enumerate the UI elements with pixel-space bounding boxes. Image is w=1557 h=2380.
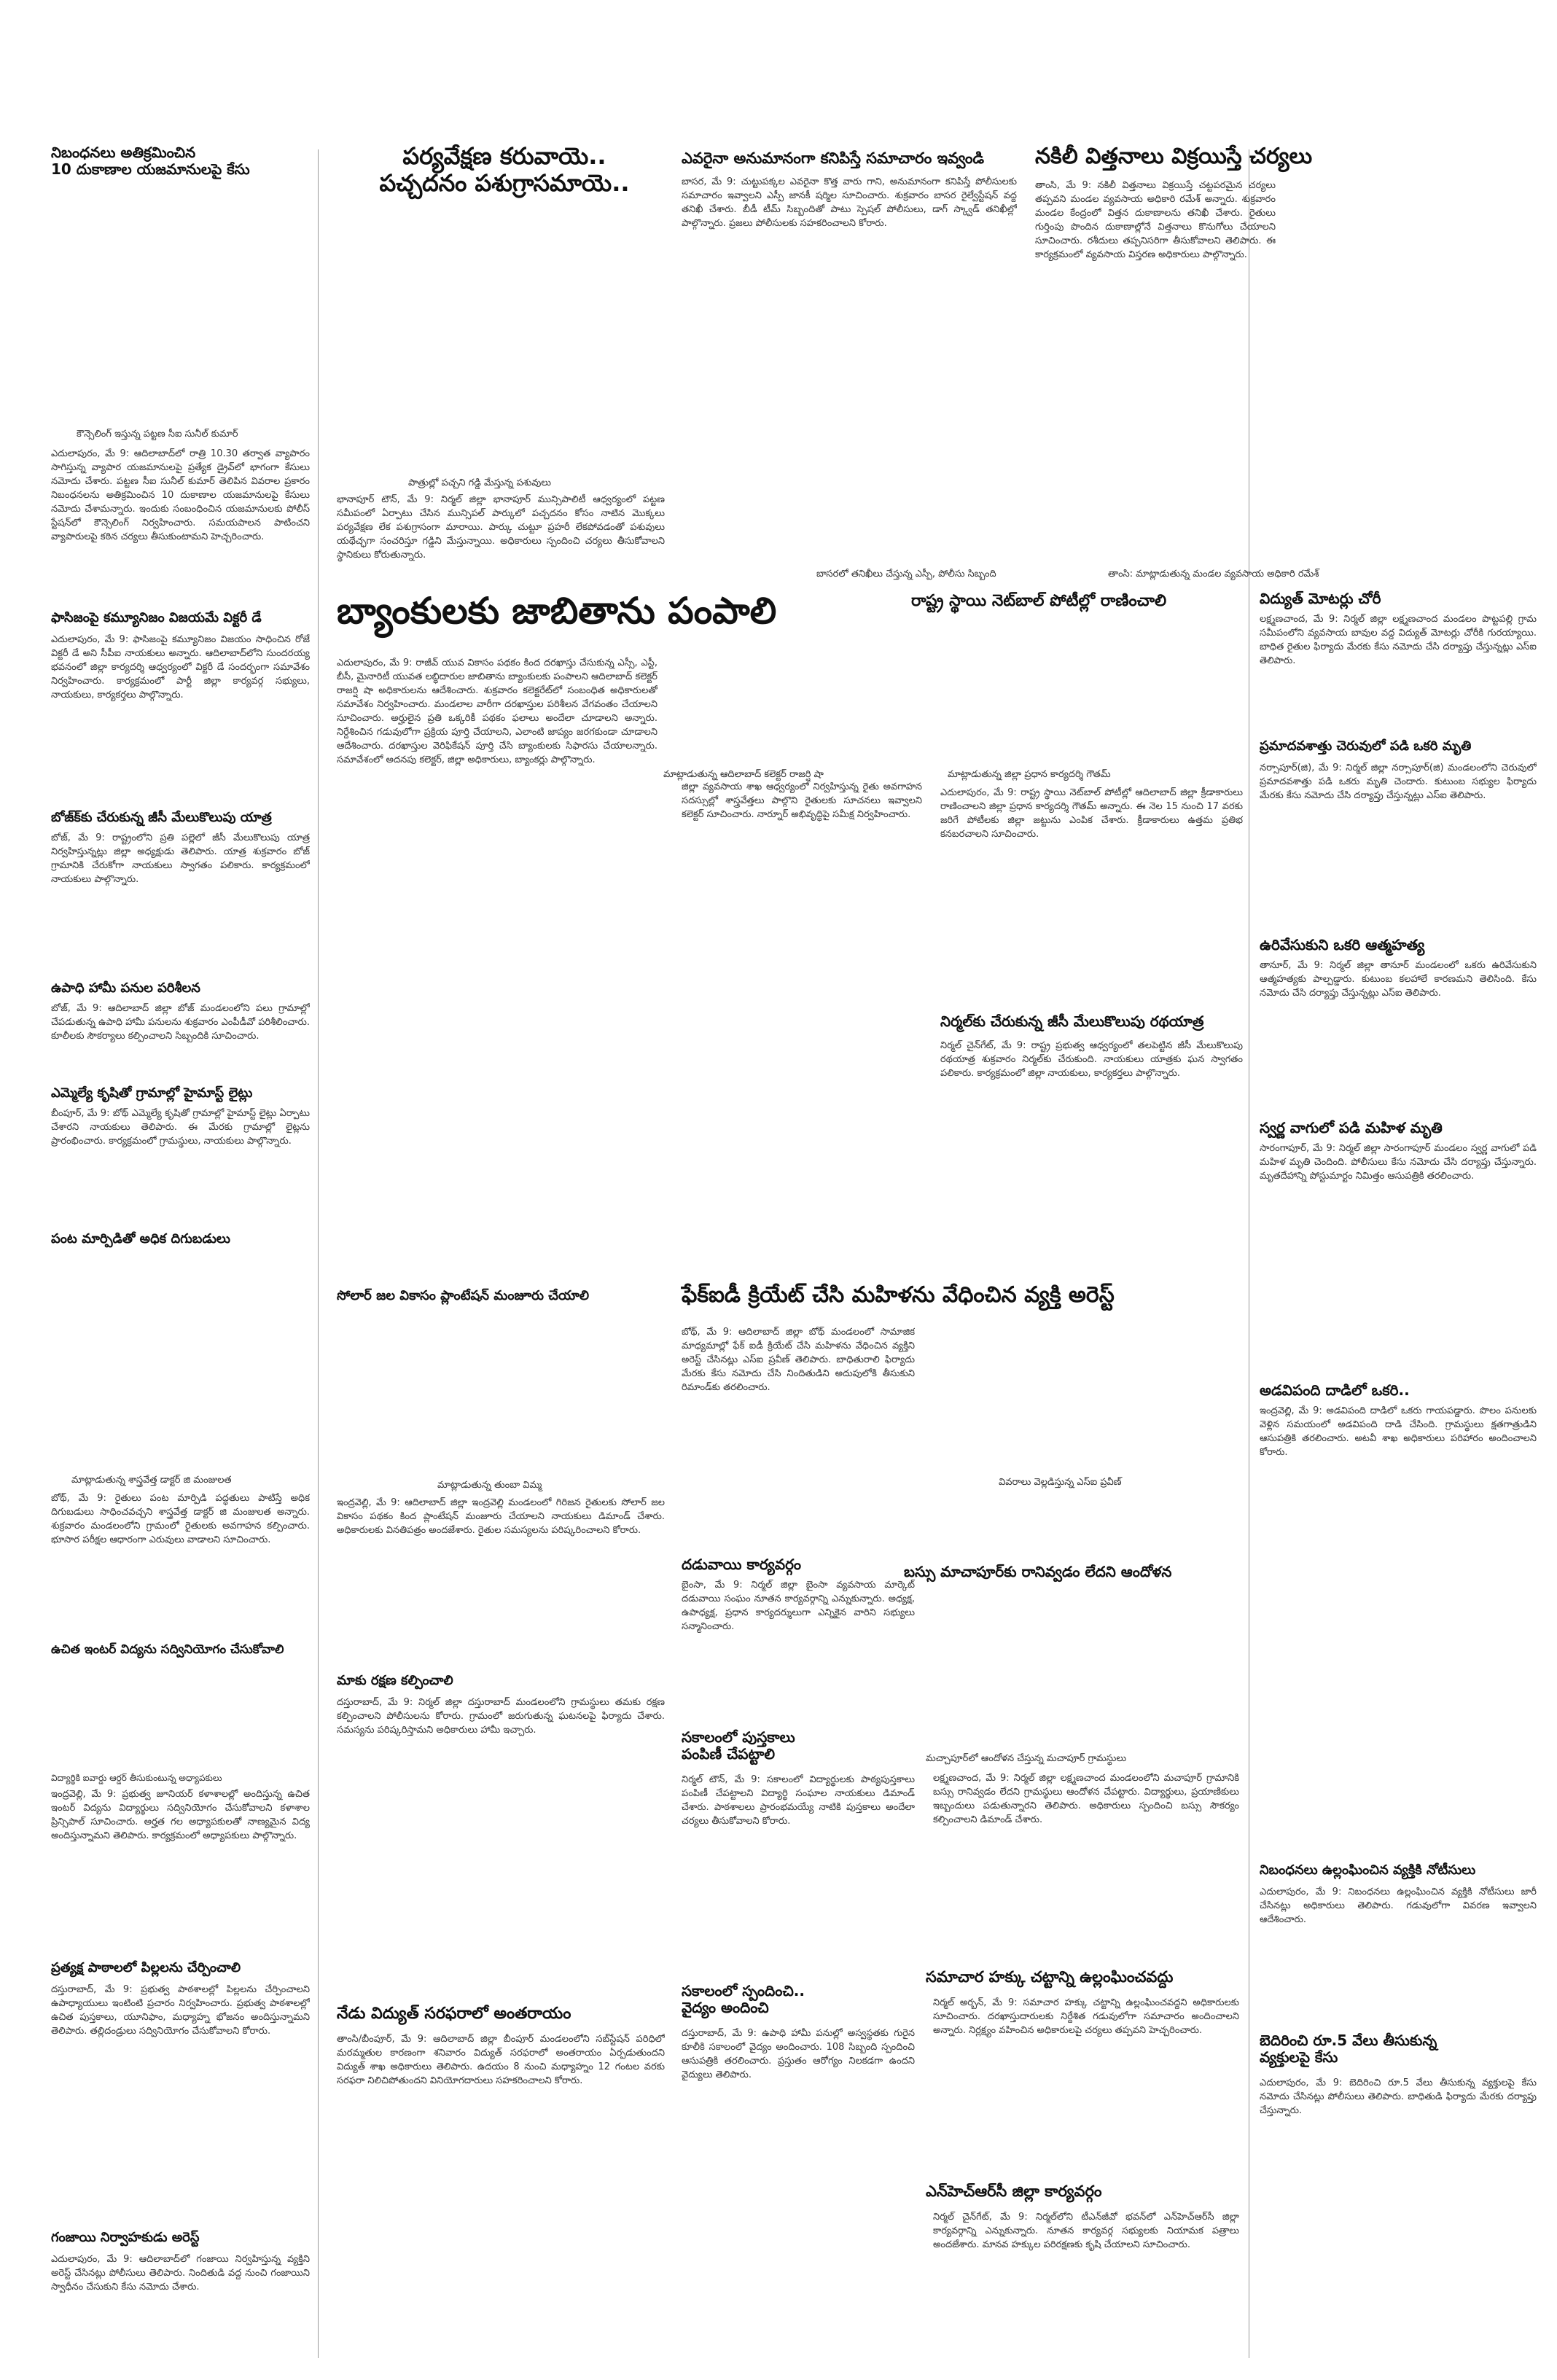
article-nibandhanalu: ఎదులాపురం, మే 9: నిబంధనలు ఉల్లంఘించిన వ్యక్తికి నోటీసులు జారీ చేసినట్లు అధికారులు తెలిపారు. గడువులోగా వివరణ ఇవ్వాలని ఆదేశించారు. [1260,1887,1537,1925]
headline-adavipandi: అడవిపంది దాడిలో ఒకరి.. [1260,1381,1410,1399]
article-collector2: జిల్లా వ్యవసాయ శాఖ ఆధ్వర్యంలో నిర్వహిస్తున్న రైతు అవగాహన సదస్సుల్లో శాస్త్రవేత్తలు పాల్గొని రైతులకు సూచనలు ఇవ్వాలని కలెక్టర్ సూచించారు. నార్నూర్ అభివృద్ధిపై సమీక్ష నిర్వహించారు. [682,781,922,820]
headline-nirmal-jc: నిర్మల్‌కు చేరుకున్న జీసీ మేలుకొలుపు రథయాత్ర [940,1013,1204,1030]
photo-caption: మాట్లాడుతున్న తుంబా విమ్మ [437,1480,542,1491]
headline-anumanam: ఎవరైనా అనుమానంగా కనిపిస్తే సమాచారం ఇవ్వండి [682,149,985,167]
headline-bojak: బోజ్‌క్‌కు చేరుకున్న జీసీ మేలుకొలుపు యాత్ర [51,810,272,825]
headline-samachara: సమాచార హక్కు చట్టాన్ని ఉల్లంఘించవద్దు [926,1968,1174,1986]
article-nakili: తాంసి, మే 9: నకిలీ విత్తనాలు విక్రయిస్తే చట్టపరమైన చర్యలు తప్పవని మండల వ్యవసాయ అధికారి రమేశ్ అన్నారు. శుక్రవారం మండల కేంద్రంలో విత్తన దుకాణాలను తనిఖీ చేశారు. రైతులు గుర్తింపు పొందిన దుకాణాల్లోనే విత్తనాలు కొనుగోలు చేయాలని సూచించారు. రశీదులు తప్పనిసరిగా తీసుకోవాలని తెలిపారు. ఈ కార్యక్రమంలో వ్యవసాయ విస్తరణ అధికారులు పాల్గొన్నారు. [1035,180,1276,260]
article-panta: బోథ్, మే 9: రైతులు పంట మార్పిడి పద్ధతులు పాటిస్తే అధిక దిగుబడులు సాధించవచ్చని శాస్త్రవేత్త డాక్టర్ జి మంజులత అన్నారు. శుక్రవారం మండలంలోని గ్రామంలో రైతులకు అవగాహన కల్పించారు. భూసార పరీక్షల ఆధారంగా ఎరువులు వాడాలని సూచించారు. [51,1493,310,1545]
headline-sakalamlo: సకాలంలో స్పందించి.. వైద్యం అందించి [682,1982,805,2016]
headline-panta: పంట మార్పిడితో అధిక దిగుబడులు [51,1231,230,1246]
article-pramadavasatu: నర్సాపూర్(జి), మే 9: నిర్మల్ జిల్లా నర్సాపూర్(జి) మండలంలోని చెరువులో ప్రమాదవశాత్తు పడి ఒకరు మృతి చెందారు. కుటుంబ సభ్యుల ఫిర్యాదు మేరకు కేసు నమోదు చేసి దర్యాప్తు చేస్తున్నట్లు ఎస్ఐ తెలిపారు. [1260,762,1537,801]
article-ganjayi: ఎదులాపురం, మే 9: ఆదిలాబాద్‌లో గంజాయి నిర్వహిస్తున్న వ్యక్తిని అరెస్ట్ చేసినట్లు పోలీసులు తెలిపారు. నిందితుడి వద్ద నుంచి గంజాయిని స్వాధీనం చేసుకుని కేసు నమోదు చేశారు. [51,2254,310,2293]
article-mla: బీంపూర్, మే 9: బోథ్ ఎమ్మెల్యే కృషితో గ్రామాల్లో హైమాస్ట్ లైట్లు ఏర్పాటు చేశారని నాయకులు తెలిపారు. ఈ మేరకు గ్రామాల్లో లైట్లను ప్రారంభించారు. కార్యక్రమంలో గ్రామస్థులు, నాయకులు పాల్గొన్నారు. [51,1108,310,1147]
photo-solar [337,1311,657,1475]
photo-caption: మాట్లాడుతున్న ఆదిలాబాద్ కలెక్టర్ రాజర్షి షా [663,769,824,780]
headline-nede: నేడు విద్యుత్ సరఫరాలో అంతరాయం [337,2005,571,2023]
headline-fasi: ఫాసిజంపై కమ్యూనిజం విజయమే విక్టరీ డే [51,610,262,625]
article-upadhi: బోజ్, మే 9: ఆదిలాబాద్ జిల్లా బోజ్ మండలంలోని పలు గ్రామాల్లో చేపడుతున్న ఉపాధి హామీ పనులను శుక్రవారం ఎంపీడీవో పరిశీలించారు. కూలీలకు సౌకర్యాలు కల్పించాలని సిబ్బందికి సూచించారు. [51,1003,310,1042]
article-swarna: సారంగాపూర్, మే 9: నిర్మల్ జిల్లా సారంగాపూర్ మండలం స్వర్ణ వాగులో పడి మహిళ మృతి చెందింది. పోలీసులు కేసు నమోదు చేసి దర్యాప్తు చేస్తున్నారు. మృతదేహాన్ని పోస్టుమార్టం నిమిత్తం ఆసుపత్రికి తరలించారు. [1260,1143,1537,1182]
article-bassu: లక్ష్మణచాంద, మే 9: నిర్మల్ జిల్లా లక్ష్మణచాంద మండలంలోని మచాపూర్ గ్రామానికి బస్సు రానివ్వడం లేదని గ్రామస్థులు ఆందోళన చేపట్టారు. విద్యార్థులు, ప్రయాణికులు ఇబ్బందులు పడుతున్నారని తెలిపారు. అధికారులు స్పందించి బస్సు సౌకర్యం కల్పించాలని డిమాండ్ చేశారు. [933,1773,1239,1825]
headline-banks: బ్యాంకులకు జాబితాను పంపాలి [337,590,777,632]
column-rule [318,149,319,2358]
headline-nakili: నకిలీ విత్తనాలు విక్రయిస్తే చర్యలు [1035,144,1313,169]
photo-bassu [933,1325,1239,1478]
headline-swarna: స్వర్ణ వాగులో పడి మహిళ మృతి [1260,1119,1443,1136]
article-adavipandi: ఇంద్రవెల్లి, మే 9: అడవిపంది దాడిలో ఒకరు గాయపడ్డారు. పొలం పనులకు వెళ్లిన సమయంలో అడవిపంది దాడి చేసింది. గ్రామస్థులు క్షతగాత్రుడిని ఆసుపత్రికి తరలించారు. అటవీ శాఖ అధికారులు పరిహారం అందించాలని కోరారు. [1260,1405,1537,1458]
headline-dadu: దడువాయి కార్యవర్గం [682,1556,802,1573]
photo-sports [940,623,1246,765]
article-solar: ఇంద్రవెల్లి, మే 9: ఆదిలాబాద్ జిల్లా ఇంద్రవెల్లి మండలంలో గిరిజన రైతులకు సోలార్ జల వికాసం పథకం కింద ప్లాంటేషన్ మంజూరు చేయాలని నాయకులు డిమాండ్ చేశారు. అధికారులకు వినతిపత్రం అందజేశారు. రైతుల సమస్యలను పరిష్కరించాలని కోరారు. [337,1497,665,1536]
photo-caption: మాట్లాడుతున్న జిల్లా ప్రధాన కార్యదర్శి గౌతమ్ [948,769,1111,780]
headline-top-left: నిబంధనలు అతిక్రమించిన 10 దుకాణాల యజమానులపై కేసు [51,144,250,178]
photo-nakili [1290,179,1538,521]
photo-counselling [51,195,308,418]
article-nsc: నిర్మల్ చైన్‌గేట్, మే 9: నిర్మల్‌లోని టీఎన్‌జీవో భవన్‌లో ఎన్‌హెచ్‌ఆర్‌సీ జిల్లా కార్యవర్గాన్ని ఎన్నుకున్నారు. నూతన కార్యవర్గ సభ్యులకు నియామక పత్రాలు అందజేశారు. మానవ హక్కుల పరిరక్షణకు కృషి చేయాలని సూచించారు. [933,2212,1239,2250]
headline-bassu: బస్సు మాచాపూర్‌కు రానివ్వడం లేదని ఆందోళన [904,1563,1172,1580]
headline-fake-id: ఫేక్‌ఐడీ క్రియేట్ చేసి మహిళను వేధించిన వ్యక్తి అరెస్ట్ [682,1282,1115,1308]
photo-vidyarthi [51,1663,308,1762]
headline-bediri: బెదిరించి రూ.5 వేలు తీసుకున్న వ్యక్తులపై కేసు [1260,2032,1437,2066]
article-fasi: ఎదులాపురం, మే 9: ఫాసిజంపై కమ్యూనిజం విజయం సాధించిన రోజే విక్టరీ డే అని సీపీఐ నాయకులు అన్నారు. ఆదిలాబాద్‌లోని సుందరయ్య భవనంలో జిల్లా కార్యదర్శి ఆధ్వర్యంలో విక్టరీ డే సందర్భంగా సమావేశం నిర్వహించారు. కార్యక్రమంలో పార్టీ జిల్లా కార్యవర్గ సభ్యులు, నాయకులు, కార్యకర్తలు పాల్గొన్నారు. [51,634,310,701]
article-anumanam: బాసర, మే 9: చుట్టుపక్కల ఎవరైనా కొత్త వారు గాని, అనుమానంగా కనిపిస్తే పోలీసులకు సమాచారం ఇవ్వాలని ఎస్పీ జానకీ షర్మిల సూచించారు. శుక్రవారం బాసర రైల్వేస్టేషన్ వద్ద తనిఖీ చేశారు. బీడీ టీమ్ సిబ్బందితో పాటు స్పెషల్ పోలీసులు, డాగ్ స్క్వాడ్ తనిఖీల్లో పాల్గొన్నారు. ప్రజలు పోలీసులకు సహకరించాలని కోరారు. [682,176,1017,229]
article-nede: తాంసి/బీంపూర్, మే 9: ఆదిలాబాద్ జిల్లా బీంపూర్ మండలంలోని సబ్‌స్టేషన్ పరిధిలో మరమ్మతుల కారణంగా శనివారం విద్యుత్ సరఫరాలో అంతరాయం ఏర్పడుతుందని విద్యుత్ శాఖ అధికారులు తెలిపారు. ఉదయం 8 నుంచి మధ్యాహ్నం 12 గంటల వరకు సరఫరా నిలిచిపోతుందని వినియోగదారులు సహకరించాలని కోరారు. [337,2034,665,2086]
article-uresukuni: తానూర్, మే 9: నిర్మల్ జిల్లా తానూర్ మండలంలో ఒకరు ఉరివేసుకుని ఆత్మహత్యకు పాల్పడ్డారు. కుటుంబ కలహాలే కారణమని తెలిసింది. కేసు నమోదు చేసి దర్యాప్తు చేస్తున్నట్లు ఎస్ఐ తెలిపారు. [1260,960,1537,999]
photo-caption: మచ్చాపూర్‌లో ఆందోళన చేస్తున్న మచాపూర్ గ్రామస్థులు [926,1753,1127,1764]
article-dadu: బైంసా, మే 9: నిర్మల్ జిల్లా బైంసా వ్యవసాయ మార్కెట్ దడువాయి సంఘం నూతన కార్యవర్గాన్ని ఎన్నుకున్నారు. అధ్యక్ష, ఉపాధ్యక్ష, ప్రధాన కార్యదర్శులుగా ఎన్నికైన వారిని సభ్యులు సన్మానించారు. [682,1580,915,1632]
photo-panta [51,1255,308,1474]
photo-caption: వివరాలు వెల్లడిస్తున్న ఎస్ఐ ప్రవీణ్ [999,1477,1122,1488]
headline-nsc: ఎన్‌హెచ్‌ఆర్‌సీ జిల్లా కార్యవర్గం [926,2182,1102,2200]
photo-pasu [337,217,657,474]
photo-machapur [933,1596,1239,1749]
article-pratyaksha: దస్తురాబాద్, మే 9: ప్రభుత్వ పాఠశాలల్లో పిల్లలను చేర్పించాలని ఉపాధ్యాయులు ఇంటింటి ప్రచారం నిర్వహించారు. ప్రభుత్వ పాఠశాలల్లో ఉచిత పుస్తకాలు, యూనిఫాం, మధ్యాహ్న భోజనం అందిస్తున్నామని తెలిపారు. తల్లిదండ్రులు సద్వినియోగం చేసుకోవాలని కోరారు. [51,1984,310,2037]
headline-nibandhanalu: నిబంధనలు ఉల్లంఘించిన వ్యక్తికి నోటీసులు [1260,1862,1476,1878]
photo-caption: పాత్రుల్లో పచ్చని గడ్డి మేస్తున్న పశువులు [408,477,552,488]
photo-caption: కౌన్సెలింగ్ ఇస్తున్న పట్టణ సీఐ సునీల్ కుమార్ [77,429,238,440]
article-counselling: ఎదులాపురం, మే 9: ఆదిలాబాద్‌లో రాత్రి 10.30 తర్వాత వ్యాపారం సాగిస్తున్న వ్యాపార యజమానులపై ప్రత్యేక డ్రైవ్‌లో భాగంగా కేసులు నమోదు చేశారు. పట్టణ సీఐ సునీల్ కుమార్ తెలిపిన వివరాల ప్రకారం నిబంధనలను అతిక్రమించిన 10 దుకాణాల యజమానులపై కేసులు నమోదు చేశామన్నారు. ఇందుకు సంబంధించిన యజమానులకు పోలీస్ స్టేషన్‌లో కౌన్సెలింగ్ నిర్వహించారు. సమయపాలన పాటించని వ్యాపారులపై కఠిన చర్యలు తీసుకుంటామని హెచ్చరించారు. [51,448,310,542]
article-bojak: బోజ్, మే 9: రాష్ట్రంలోని ప్రతి పల్లెలో జీసీ మేలుకొలుపు యాత్ర నిర్వహిస్తున్నట్లు జిల్లా అధ్యక్షుడు తెలిపారు. యాత్ర శుక్రవారం బోజ్ గ్రామానికి చేరుకోగా నాయకులు స్వాగతం పలికారు. కార్యక్రమంలో నాయకులు పాల్గొన్నారు. [51,832,310,885]
article-vidyut-chori: లక్ష్మణచాంద, మే 9: నిర్మల్ జిల్లా లక్ష్మణచాంద మండలం పొట్టపల్లి గ్రామ సమీపంలోని వ్యవసాయ బావుల వద్ద విద్యుత్ మోటర్లు చోరీకి గురయ్యాయి. బాధిత రైతుల ఫిర్యాదు మేరకు కేసు నమోదు చేసి దర్యాప్తు చేస్తున్నట్లు ఎస్ఐ తెలిపారు. [1260,614,1537,666]
photo-caption: మాట్లాడుతున్న శాస్త్రవేత్త డాక్టర్ జి మంజులత [71,1475,232,1486]
headline-ganjayi: గంజాయి నిర్వాహకుడు అరెస్ట్ [51,2230,200,2245]
article-uchita: ఇంద్రవెల్లి, మే 9: ప్రభుత్వ జూనియర్ కళాశాలల్లో అందిస్తున్న ఉచిత ఇంటర్ విద్యను విద్యార్థులు సద్వినియోగం చేసుకోవాలని కళాశాల ప్రిన్సిపాల్ సూచించారు. అర్హత గల అధ్యాపకులతో నాణ్యమైన విద్య అందిస్తున్నామని తెలిపారు. కార్యక్రమంలో అధ్యాపకులు పాల్గొన్నారు. [51,1789,310,1841]
photo-caption: బాసరలో తనిఖీలు చేస్తున్న ఎస్పీ, పోలీసు సిబ్బంది [816,569,996,580]
article-sakalamlo: దస్తురాబాద్, మే 9: ఉపాధి హామీ పనుల్లో అస్వస్థతకు గురైన కూలీకి సకాలంలో వైద్యం అందించారు. 108 సిబ్బంది స్పందించి ఆసుపత్రికి తరలించారు. ప్రస్తుతం ఆరోగ్యం నిలకడగా ఉందని వైద్యులు తెలిపారు. [682,2028,915,2080]
headline-upadhi: ఉపాధి హామీ పనుల పరిశీలన [51,980,200,996]
headline-uresukuni: ఉరివేసుకుని ఒకరి ఆత్మహత్య [1260,936,1425,953]
article-fake-id: బోథ్, మే 9: ఆదిలాబాద్ జిల్లా బోథ్ మండలంలో సామాజిక మాధ్యమాల్లో ఫేక్ ఐడీ క్రియేట్ చేసి మహిళను వేధించిన వ్యక్తిని అరెస్ట్ చేసినట్లు ఎస్ఐ ప్రవీణ్ తెలిపారు. బాధితురాలి ఫిర్యాదు మేరకు కేసు నమోదు చేసి నిందితుడిని అదుపులోకి తీసుకుని రిమాండ్‌కు తరలించారు. [682,1327,915,1393]
article-nirmal-jc: నిర్మల్ చైన్‌గేట్, మే 9: రాష్ట్ర ప్రభుత్వ ఆధ్వర్యంలో తలపెట్టిన జీసీ మేలుకొలుపు రథయాత్ర శుక్రవారం నిర్మల్‌కు చేరుకుంది. నాయకులు యాత్రకు ఘన స్వాగతం పలికారు. కార్యక్రమంలో జిల్లా నాయకులు, కార్యకర్తలు పాల్గొన్నారు. [940,1040,1243,1079]
headline-vidyut-chori: విద్యుత్ మోటర్లు చోరీ [1260,590,1381,607]
headline-pustakalu: సకాలంలో పుస్తకాలు పంపిణీ చేపట్టాలి [682,1728,795,1763]
article-pasu: భానాపూర్ టౌన్, మే 9: నిర్మల్ జిల్లా భానాపూర్ మున్సిపాలిటీ ఆధ్వర్యంలో పట్టణ సమీపంలో ఏర్పాటు చేసిన మున్సిపల్ పార్కులో పచ్చదనం కోసం నాటిన మొక్కలు పర్యవేక్షణ లేక పశుగ్రాసంగా మారాయి. పార్కు చుట్టూ ప్రహరీ లేకపోవడంతో పశువులు యథేచ్ఛగా సంచరిస్తూ గడ్డిని మేస్తున్నాయి. అధికారులు స్పందించి చర్యలు తీసుకోవాలని స్థానికులు కోరుతున్నారు. [337,494,665,561]
headline-pratyaksha: ప్రత్యక్ష పాఠాలలో పిల్లలను చేర్పించాలి [51,1960,241,1975]
headline-mla: ఎమ్మెల్యే కృషితో గ్రామాల్లో హైమాస్ట్ లైట్లు [51,1085,253,1101]
article-pustakalu: నిర్మల్ టౌన్, మే 9: సకాలంలో విద్యార్థులకు పాఠ్యపుస్తకాలు పంపిణీ చేపట్టాలని విద్యార్థి సంఘాల నాయకులు డిమాండ్ చేశారు. పాఠశాలలు ప్రారంభమయ్యే నాటికి పుస్తకాలు అందేలా చర్యలు తీసుకోవాలని కోరారు. [682,1774,915,1827]
headline-pramadavasatu: ప్రమాదవశాత్తు చెరువులో పడి ఒకరి మృతి [1260,738,1472,754]
photo-caption: తాంసి: మాట్లాడుతున్న మండల వ్యవసాయ అధికారి రమేశ్ [1108,569,1319,580]
photo-collector [682,641,915,765]
photo-caption: విద్యార్థికి ఐవార్డు ఆర్డర్ తీసుకుంటున్న అధ్యాపకులు [51,1773,222,1783]
article-rashtra: ఎదులాపురం, మే 9: రాష్ట్ర స్థాయి నెట్‌బాల్ పోటీల్లో ఆదిలాబాద్ జిల్లా క్రీడాకారులు రాణించాలని జిల్లా ప్రధాన కార్యదర్శి గౌతమ్ అన్నారు. ఈ నెల 15 నుంచి 17 వరకు జరిగే పోటీలకు జిల్లా జట్టును ఎంపిక చేశారు. క్రీడాకారులు ఉత్తమ ప్రతిభ కనబరచాలని సూచించారు. [940,787,1243,840]
headline-solar: సోలార్ జల వికాసం ప్లాంటేషన్ మంజూరు చేయాలి [337,1288,590,1303]
article-samachara: నిర్మల్ అర్బన్, మే 9: సమాచార హక్కు చట్టాన్ని ఉల్లంఘించవద్దని అధికారులకు సూచించారు. దరఖాస్తుదారులకు నిర్దేశిత గడువులోగా సమాచారం అందించాలని అన్నారు. నిర్లక్ష్యం వహించిన అధికారులపై చర్యలు తప్పవని హెచ్చరించారు. [933,1997,1239,2036]
article-makurakshana: దస్తురాబాద్, మే 9: నిర్మల్ జిల్లా దస్తురాబాద్ మండలంలోని గ్రామస్థులు తమకు రక్షణ కల్పించాలని పోలీసులను కోరారు. గ్రామంలో జరుగుతున్న ఘటనలపై ఫిర్యాదు చేశారు. సమస్యను పరిష్కరిస్తామని అధికారులు హామీ ఇచ్చారు. [337,1697,665,1736]
headline-uchita: ఉచిత ఇంటర్ విద్యను సద్వినియోగం చేసుకోవాలి [51,1642,284,1657]
headline-pasu: పర్యవేక్షణ కరువాయె.. పచ్చదనం పశుగ్రాసమాయె.. [379,142,630,197]
article-banks: ఎదులాపురం, మే 9: రాజీవ్ యువ వికాసం పథకం కింద దరఖాస్తు చేసుకున్న ఎస్సీ, ఎస్టీ, బీసీ, మైనారిటీ యువత లబ్ధిదారుల జాబితాను బ్యాంకులకు పంపాలని ఆదిలాబాద్ కలెక్టర్ రాజర్షి షా అధికారులను ఆదేశించారు. శుక్రవారం కలెక్టరేట్‌లో సంబంధిత అధికారులతో సమావేశం నిర్వహించారు. మండలాల వారీగా దరఖాస్తుల పరిశీలన వేగవంతం చేయాలని సూచించారు. అర్హులైన ప్రతి ఒక్కరికీ పథకం ఫలాలు అందేలా చూడాలని అన్నారు. నిర్దేశించిన గడువులోగా ప్రక్రియ పూర్తి చేయాలని, ఎలాంటి జాప్యం జరగకుండా చూడాలని ఆదేశించారు. దరఖాస్తుల వెరిఫికేషన్ పూర్తి చేసి బ్యాంకులకు సిఫారసు చేయాలన్నారు. సమావేశంలో అదనపు కలెక్టర్, జిల్లా అధికారులు, బ్యాంకర్లు పాల్గొన్నారు. [337,658,657,765]
headline-rashtra: రాష్ట్ర స్థాయి నెట్‌బాల్ పోటీల్లో రాణించాలి [911,592,1167,610]
headline-makurakshana: మాకు రక్షణ కల్పించాలి [337,1673,453,1688]
article-bediri: ఎదులాపురం, మే 9: బెదిరించి రూ.5 వేలు తీసుకున్న వ్యక్తులపై కేసు నమోదు చేసినట్లు పోలీసులు తెలిపారు. బాధితుడి ఫిర్యాదు మేరకు దర్యాప్తు చేస్తున్నారు. [1260,2077,1537,2116]
